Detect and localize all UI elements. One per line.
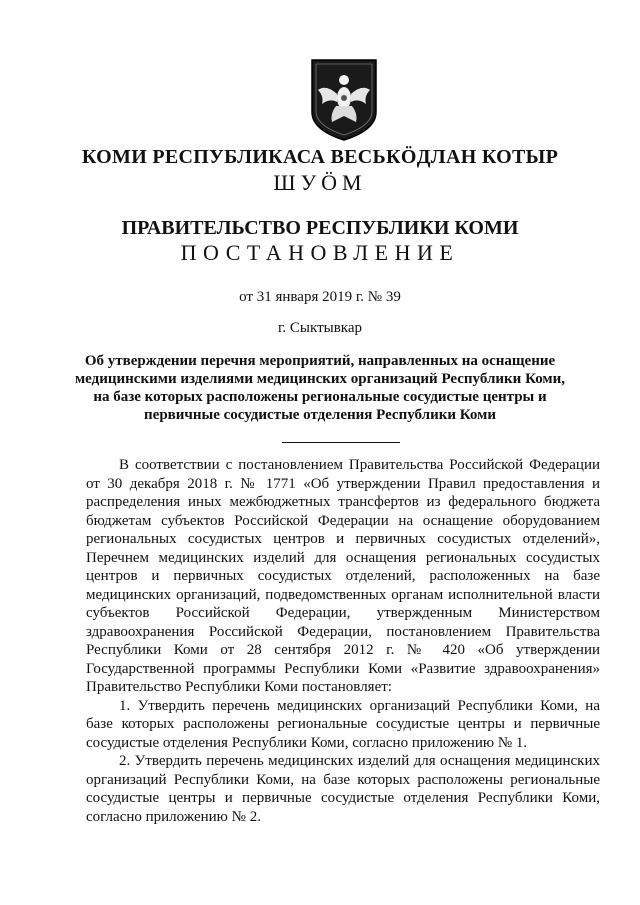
komi-government-name: КОМИ РЕСПУБЛИКАСА ВЕСЬКӦДЛАН КОТЫР — [81, 146, 559, 168]
preamble-paragraph: В соответствии с постановлением Правительства Российской Федерации от 30 декабря 2018 г. № 1771 «Об утверждении Правил предоставления и распределения иных межбюджетных трансфертов из федерального бюджета бюджетам субъектов Российской Федерации на оснащение оборудованием региональных сосудистых центров и первичных сосудистых отделений», Перечнем медицинских изделий для оснащения региональных сосудистых центров и первичных сосудистых отделений, расположенных на базе медицинских организаций, подведомственных органам исполнительной власти субъектов Российской Федерации, утвержденным Министерством здравоохранения Российской Федерации, постановлением Правительства Республики Коми от 28 сентября 2012 г. № 420 «Об утверждении Государственной программы Республики Коми «Развитие здравоохранения» Правительство Республики Коми постановляет: — [86, 457, 600, 695]
document-title — [0, 352, 640, 424]
document-date-number: от 31 января 2019 г. № 39 — [239, 289, 401, 305]
coat-of-arms-icon — [310, 58, 378, 142]
document-title-line: медицинскими изделиями медицинских организаций Республики Коми, — [74, 371, 566, 387]
komi-document-type: ШУӦМ — [273, 170, 367, 195]
document-type: ПОСТАНОВЛЕНИЕ — [180, 240, 460, 265]
document-city: г. Сыктывкар — [277, 320, 363, 336]
document-title-line: на базе которых расположены региональные сосудистые центры и — [93, 389, 547, 405]
document-title-line: Об утверждении перечня мероприятий, направленных на оснащение — [84, 353, 556, 369]
decree-item-2: 2. Утвердить перечень медицинских изделий для оснащения медицинских организаций Республики Коми, на базе которых расположены региональные сосудистые центры и первичные сосудистые отделения Республики Коми, согласно приложению № 2. — [86, 753, 600, 825]
decree-item-1: 1. Утвердить перечень медицинских организаций Республики Коми, на базе которых расположены региональные сосудистые центры и первичные сосудистые отделения Республики Коми, согласно приложению № 1. — [86, 697, 600, 751]
document-title-line: первичные сосудистые отделения Республики Коми — [144, 407, 496, 423]
title-divider — [282, 442, 400, 443]
document-body — [86, 456, 600, 826]
government-name: ПРАВИТЕЛЬСТВО РЕСПУБЛИКИ КОМИ — [121, 217, 519, 239]
